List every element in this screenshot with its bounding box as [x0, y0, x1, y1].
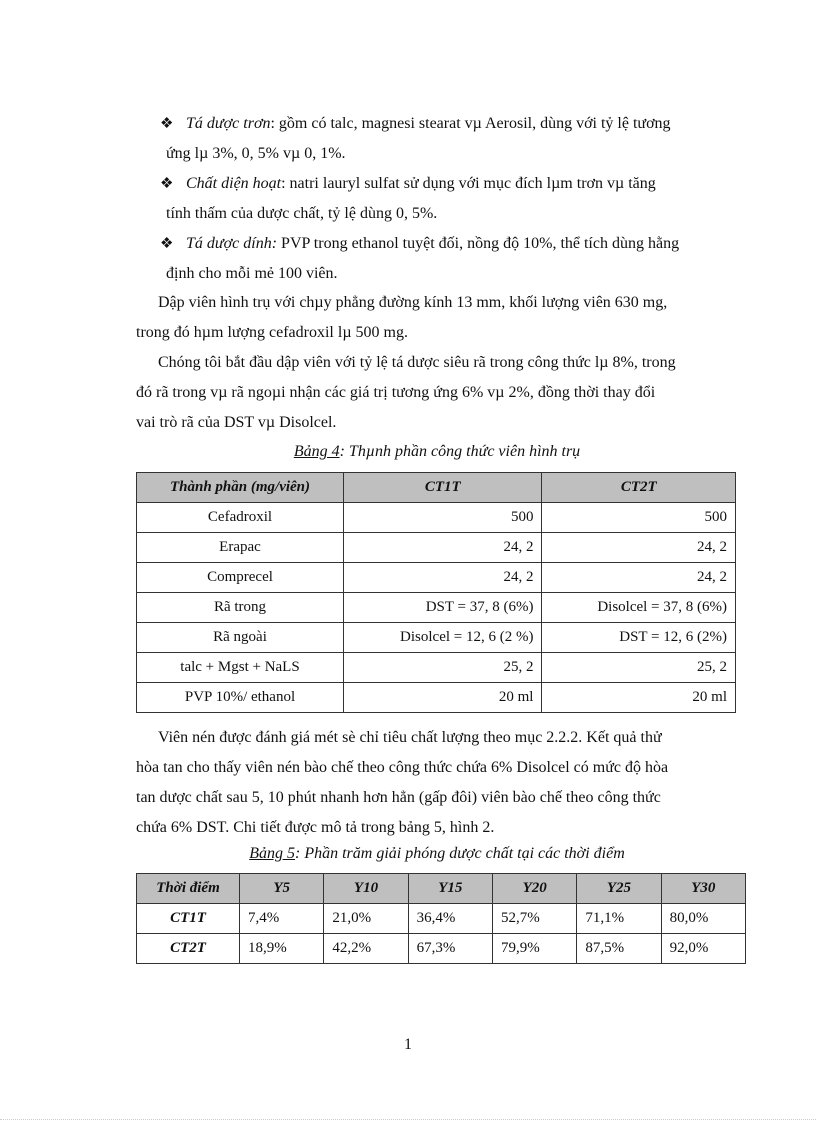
table-cell: Erapac	[137, 533, 344, 563]
table-cell: Rã ngoài	[137, 623, 344, 653]
column-header: Y5	[240, 874, 324, 904]
table-cell: 500	[542, 503, 736, 533]
table-cell: DST = 12, 6 (2%)	[542, 623, 736, 653]
table-cell: 24, 2	[344, 533, 542, 563]
bullet-binder	[160, 229, 740, 289]
paragraph-line: hòa tan cho thấy viên nén bào chế theo công thức chứa 6% Disolcel có mức độ hòa	[136, 759, 669, 776]
table-header-row	[137, 473, 736, 503]
table-cell: Disolcel = 12, 6 (2 %)	[344, 623, 542, 653]
bullet-term: Tá dược trơn	[186, 115, 271, 132]
bullet-continuation: tính thấm của dược chất, tỷ lệ dùng 0, 5%.	[166, 205, 438, 222]
column-header: Y20	[492, 874, 576, 904]
paragraph-line: Viên nén được đánh giá mét sè chỉ tiêu chất lượng theo mục 2.2.2. Kết quả thử	[158, 729, 662, 746]
table-cell: Cefadroxil	[137, 503, 344, 533]
diamond-bullet-icon: ❖	[160, 116, 174, 132]
bullet-term: Chất diện hoạt	[186, 175, 282, 192]
column-header: Y10	[324, 874, 408, 904]
table-cell: 80,0%	[661, 904, 745, 934]
table-cell: 25, 2	[344, 653, 542, 683]
table-cell: 20 ml	[542, 683, 736, 713]
paragraph-line: trong đó hµm lượng cefadroxil lµ 500 mg.	[136, 324, 408, 341]
table-cell: PVP 10%/ ethanol	[137, 683, 344, 713]
table-cell: 79,9%	[492, 934, 576, 964]
table-cell: 71,1%	[577, 904, 661, 934]
bullet-term: Tá dược dính:	[186, 235, 278, 252]
table-cell: 92,0%	[661, 934, 745, 964]
bullet-lubricant	[160, 109, 740, 169]
column-header: CT1T	[344, 473, 542, 503]
caption-label: Bảng 5	[249, 845, 295, 862]
table-cell: 87,5%	[577, 934, 661, 964]
caption-label: Bảng 4	[293, 443, 340, 460]
paragraph-dissolution	[136, 723, 738, 843]
table-row	[137, 623, 736, 653]
paragraph-line: Dập viên hình trụ với chµy phẳng đường kính 13 mm, khối lượng viên 630 mg,	[158, 294, 668, 311]
table-header-row	[137, 874, 746, 904]
column-header: Y25	[577, 874, 661, 904]
column-header: Thời điểm	[137, 874, 240, 904]
table-cell: 7,4%	[240, 904, 324, 934]
table-cell: 52,7%	[492, 904, 576, 934]
column-header: CT2T	[542, 473, 736, 503]
row-header: CT2T	[137, 934, 240, 964]
table-cell: 24, 2	[542, 533, 736, 563]
table-row	[137, 503, 736, 533]
caption-text: : Thµnh phần công thức viên hình trụ	[339, 443, 581, 460]
paragraph-line: vai trò rã của DST vµ Disolcel.	[136, 414, 337, 431]
table-row	[137, 934, 746, 964]
table-cell: 67,3%	[408, 934, 492, 964]
column-header: Y15	[408, 874, 492, 904]
bullet-text: PVP trong ethanol tuyệt đối, nồng độ 10%, thể tích dùng hằng	[277, 235, 680, 252]
table-cell: 20 ml	[344, 683, 542, 713]
table-cell: talc + Mgst + NaLS	[137, 653, 344, 683]
table-cell: 18,9%	[240, 934, 324, 964]
bullet-surfactant	[160, 169, 740, 229]
bullet-continuation: định cho mỗi mẻ 100 viên.	[166, 265, 338, 282]
paragraph-tablet-shape	[136, 288, 738, 348]
table-row	[137, 683, 736, 713]
column-header: Thành phần (mg/viên)	[137, 473, 344, 503]
paragraph-line: tan dược chất sau 5, 10 phút nhanh hơn hẳn (gấp đôi) viên bào chế theo công thức	[136, 789, 661, 806]
table-row	[137, 533, 736, 563]
table-cell: 42,2%	[324, 934, 408, 964]
table-cell: DST = 37, 8 (6%)	[344, 593, 542, 623]
bullet-text: : gồm có talc, magnesi stearat vµ Aerosil, dùng với tỷ lệ tương	[270, 115, 671, 132]
formulation-table	[136, 472, 736, 713]
paragraph-disintegrant	[136, 348, 738, 438]
table-cell: 21,0%	[324, 904, 408, 934]
table-row	[137, 653, 736, 683]
table-cell: 24, 2	[344, 563, 542, 593]
diamond-bullet-icon: ❖	[160, 176, 174, 192]
table-cell: 24, 2	[542, 563, 736, 593]
table-cell: 25, 2	[542, 653, 736, 683]
paragraph-line: Chóng tôi bắt đầu dập viên với tỷ lệ tá dược siêu rã trong công thức lµ 8%, trong	[158, 354, 676, 371]
table-cell: Disolcel = 37, 8 (6%)	[542, 593, 736, 623]
diamond-bullet-icon: ❖	[160, 236, 174, 252]
bullet-text: : natri lauryl sulfat sử dụng với mục đích lµm trơn vµ tăng	[281, 175, 656, 192]
table5-caption	[136, 845, 738, 863]
table4-caption	[136, 443, 738, 461]
paragraph-line: chứa 6% DST. Chi tiết được mô tả trong bảng 5, hình 2.	[136, 819, 495, 836]
table-row	[137, 593, 736, 623]
table-cell: Comprecel	[137, 563, 344, 593]
bullet-continuation: ứng lµ 3%, 0, 5% vµ 0, 1%.	[166, 145, 346, 162]
paragraph-line: đó rã trong vµ rã ngoµi nhận các giá trị tương ứng 6% vµ 2%, đồng thời thay đổi	[136, 384, 656, 401]
page-number: 1	[404, 1036, 412, 1053]
table-cell: 500	[344, 503, 542, 533]
row-header: CT1T	[137, 904, 240, 934]
caption-text: : Phần trăm giải phóng dược chất tại các thời điểm	[295, 845, 625, 862]
table-row	[137, 904, 746, 934]
table-cell: 36,4%	[408, 904, 492, 934]
table-row	[137, 563, 736, 593]
release-table	[136, 873, 746, 964]
footer-divider	[0, 1119, 816, 1120]
table-cell: Rã trong	[137, 593, 344, 623]
column-header: Y30	[661, 874, 745, 904]
